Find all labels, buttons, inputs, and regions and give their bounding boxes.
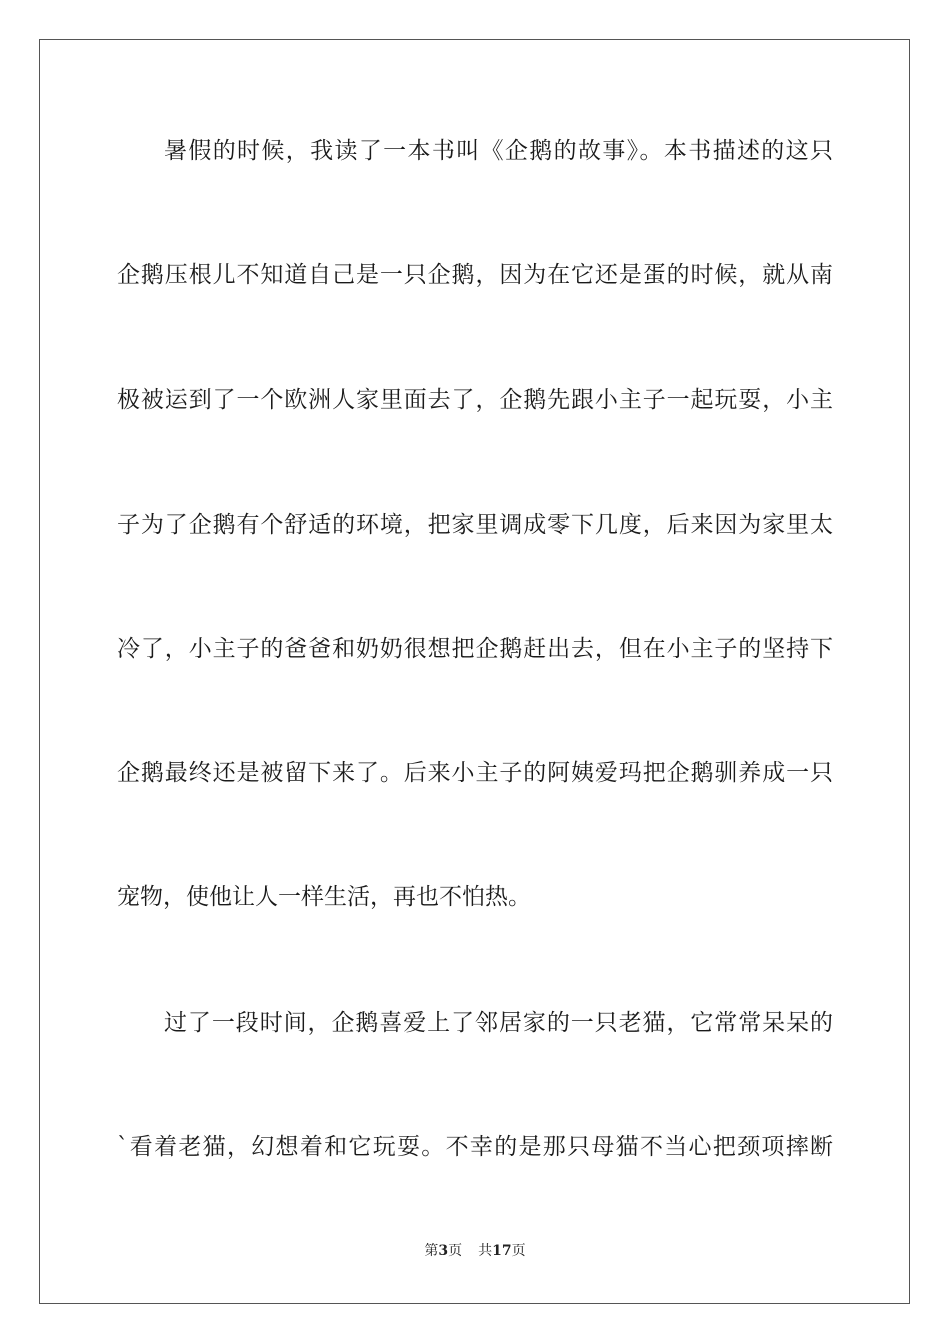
total-pages: 17 [492,1243,512,1259]
paragraph-1-line-2: 企鹅压根儿不知道自己是一只企鹅，因为在它还是蛋的时候，就从南 [117,262,833,288]
paragraph-2-line-1: 过了一段时间，企鹅喜爱上了邻居家的一只老猫，它常常呆呆的 [164,1010,833,1036]
paragraph-1-line-3: 极被运到了一个欧洲人家里面去了，企鹅先跟小主子一起玩耍，小主 [117,387,833,413]
total-suffix: 页 [511,1243,526,1259]
page-footer [0,1241,950,1261]
paragraph-1-line-4: 子为了企鹅有个舒适的环境，把家里调成零下几度，后来因为家里太 [117,512,833,538]
paragraph-1-line-6: 企鹅最终还是被留下来了。后来小主子的阿姨爱玛把企鹅驯养成一只 [117,760,833,786]
page-prefix: 第 [424,1243,439,1259]
page-suffix: 页 [448,1243,463,1259]
paragraph-1-line-7: 宠物，使他让人一样生活，再也不怕热。 [117,884,531,910]
page-border [39,39,910,1304]
paragraph-1-line-5: 冷了，小主子的爸爸和奶奶很想把企鹅赶出去，但在小主子的坚持下 [117,636,833,662]
paragraph-2-line-2: `看着老猫，幻想着和它玩耍。不幸的是那只母猫不当心把颈项摔断 [117,1134,833,1160]
total-prefix: 共 [478,1243,493,1259]
page-number: 3 [438,1243,449,1259]
paragraph-1-line-1: 暑假的时候，我读了一本书叫《企鹅的故事》。本书描述的这只 [164,138,833,164]
